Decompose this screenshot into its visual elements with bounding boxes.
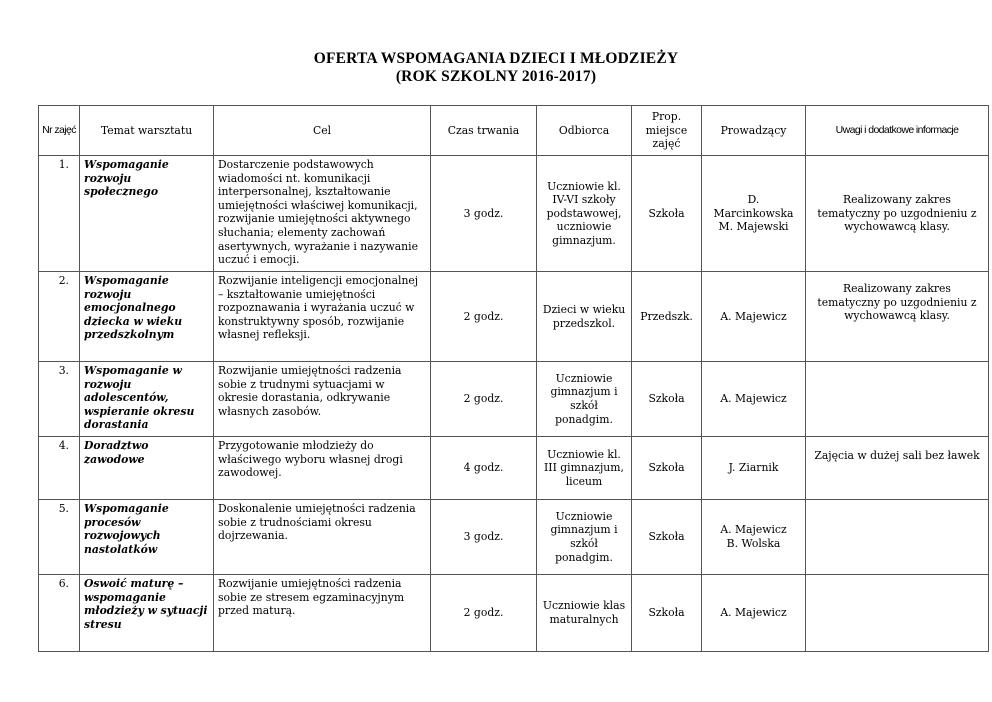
header-prowadzacy: Prowadzący	[702, 106, 806, 156]
row-audience: Uczniowie kl. IV-VI szkoły podstawowej, uczniowie gimnazjum.	[537, 156, 632, 272]
row-nr: 3.	[39, 362, 80, 437]
row-leaders	[702, 437, 806, 500]
leader-name: A. Majewicz	[720, 606, 787, 620]
row-audience: Uczniowie klas maturalnych	[537, 575, 632, 652]
table-row	[39, 156, 989, 272]
row-goal: Rozwijanie umiejętności radzenia sobie z trudnymi sytuacjami w okresie dorastania, odkrywanie własnych zasobów.	[214, 362, 431, 437]
header-temat: Temat warsztatu	[80, 106, 214, 156]
row-topic: Wspomaganie procesów rozwojowych nastolatków	[80, 500, 214, 575]
row-leaders	[702, 500, 806, 575]
leader-name: A. Majewicz	[720, 392, 787, 406]
row-audience: Uczniowie gimnazjum i szkół ponadgim.	[537, 362, 632, 437]
leader-name: D. Marcinkowska	[713, 193, 794, 220]
row-nr: 2.	[39, 272, 80, 362]
table-row	[39, 575, 989, 652]
row-audience: Uczniowie gimnazjum i szkół ponadgim.	[537, 500, 632, 575]
row-nr: 1.	[39, 156, 80, 272]
row-place: Szkoła	[632, 500, 702, 575]
row-duration: 3 godz.	[431, 156, 537, 272]
leader-name: J. Ziarnik	[728, 461, 779, 475]
leader-name: B. Wolska	[726, 537, 781, 550]
document-subtitle: (ROK SZKOLNY 2016-2017)	[395, 68, 597, 85]
row-place: Szkoła	[632, 362, 702, 437]
row-topic: Wspomaganie rozwoju społecznego	[80, 156, 214, 272]
header-miejsce: Prop. miejsce zajęć	[632, 106, 702, 156]
row-topic: Oswoić maturę – wspomaganie młodzieży w sytuacji stresu	[80, 575, 214, 652]
row-notes	[806, 500, 989, 575]
header-odbiorca: Odbiorca	[537, 106, 632, 156]
table-header-row	[39, 106, 989, 156]
row-nr: 4.	[39, 437, 80, 500]
row-leaders	[702, 575, 806, 652]
row-notes: Realizowany zakres tematyczny po uzgodnieniu z wychowawcą klasy.	[806, 272, 989, 362]
row-goal: Doskonalenie umiejętności radzenia sobie z trudnościami okresu dojrzewania.	[214, 500, 431, 575]
row-notes	[806, 575, 989, 652]
row-audience: Uczniowie kl. III gimnazjum, liceum	[537, 437, 632, 500]
row-duration: 2 godz.	[431, 575, 537, 652]
row-place: Przedszk.	[632, 272, 702, 362]
row-topic: Wspomaganie w rozwoju adolescentów, wspieranie okresu dorastania	[80, 362, 214, 437]
row-leaders	[702, 362, 806, 437]
row-audience: Dzieci w wieku przedszkol.	[537, 272, 632, 362]
row-leaders	[702, 272, 806, 362]
row-notes: Zajęcia w dużej sali bez ławek	[806, 437, 989, 500]
offer-table	[38, 105, 989, 652]
row-topic: Wspomaganie rozwoju emocjonalnego dziecka w wieku przedszkolnym	[80, 272, 214, 362]
row-duration: 2 godz.	[431, 272, 537, 362]
row-goal: Rozwijanie inteligencji emocjonalnej – kształtowanie umiejętności rozpoznawania i wyrażania uczuć w konstruktywny sposób, rozwijanie własnej refleksji.	[214, 272, 431, 362]
row-notes	[806, 362, 989, 437]
table-row	[39, 500, 989, 575]
row-goal: Rozwijanie umiejętności radzenia sobie ze stresem egzaminacyjnym przed maturą.	[214, 575, 431, 652]
row-topic: Doradztwo zawodowe	[80, 437, 214, 500]
row-place: Szkoła	[632, 575, 702, 652]
document-title: OFERTA WSPOMAGANIA DZIECI I MŁODZIEŻY	[313, 50, 679, 67]
leader-name: A. Majewicz	[720, 309, 787, 323]
table-row	[39, 362, 989, 437]
leader-name: M. Majewski	[718, 220, 789, 234]
row-place: Szkoła	[632, 437, 702, 500]
row-notes: Realizowany zakres tematyczny po uzgodnieniu z wychowawcą klasy.	[806, 156, 989, 272]
row-duration: 4 godz.	[431, 437, 537, 500]
header-nr: Nr zajęć	[39, 106, 80, 156]
leader-name: A. Majewicz	[720, 523, 787, 537]
row-duration: 2 godz.	[431, 362, 537, 437]
row-nr: 5.	[39, 500, 80, 575]
table-row	[39, 272, 989, 362]
row-duration: 3 godz.	[431, 500, 537, 575]
row-leaders	[702, 156, 806, 272]
table-row	[39, 437, 989, 500]
header-czas: Czas trwania	[431, 106, 537, 156]
row-nr: 6.	[39, 575, 80, 652]
header-uwagi: Uwagi i dodatkowe informacje	[806, 106, 989, 156]
row-place: Szkoła	[632, 156, 702, 272]
row-goal: Przygotowanie młodzieży do właściwego wyboru własnej drogi zawodowej.	[214, 437, 431, 500]
header-cel: Cel	[214, 106, 431, 156]
row-goal: Dostarczenie podstawowych wiadomości nt. komunikacji interpersonalnej, kształtowanie umiejętności właściwej komunikacji, rozwijanie umiejętności aktywnego słuchania; elementy zachowań asertywnych, wyrażanie i nazywanie uczuć i emocji.	[214, 156, 431, 272]
